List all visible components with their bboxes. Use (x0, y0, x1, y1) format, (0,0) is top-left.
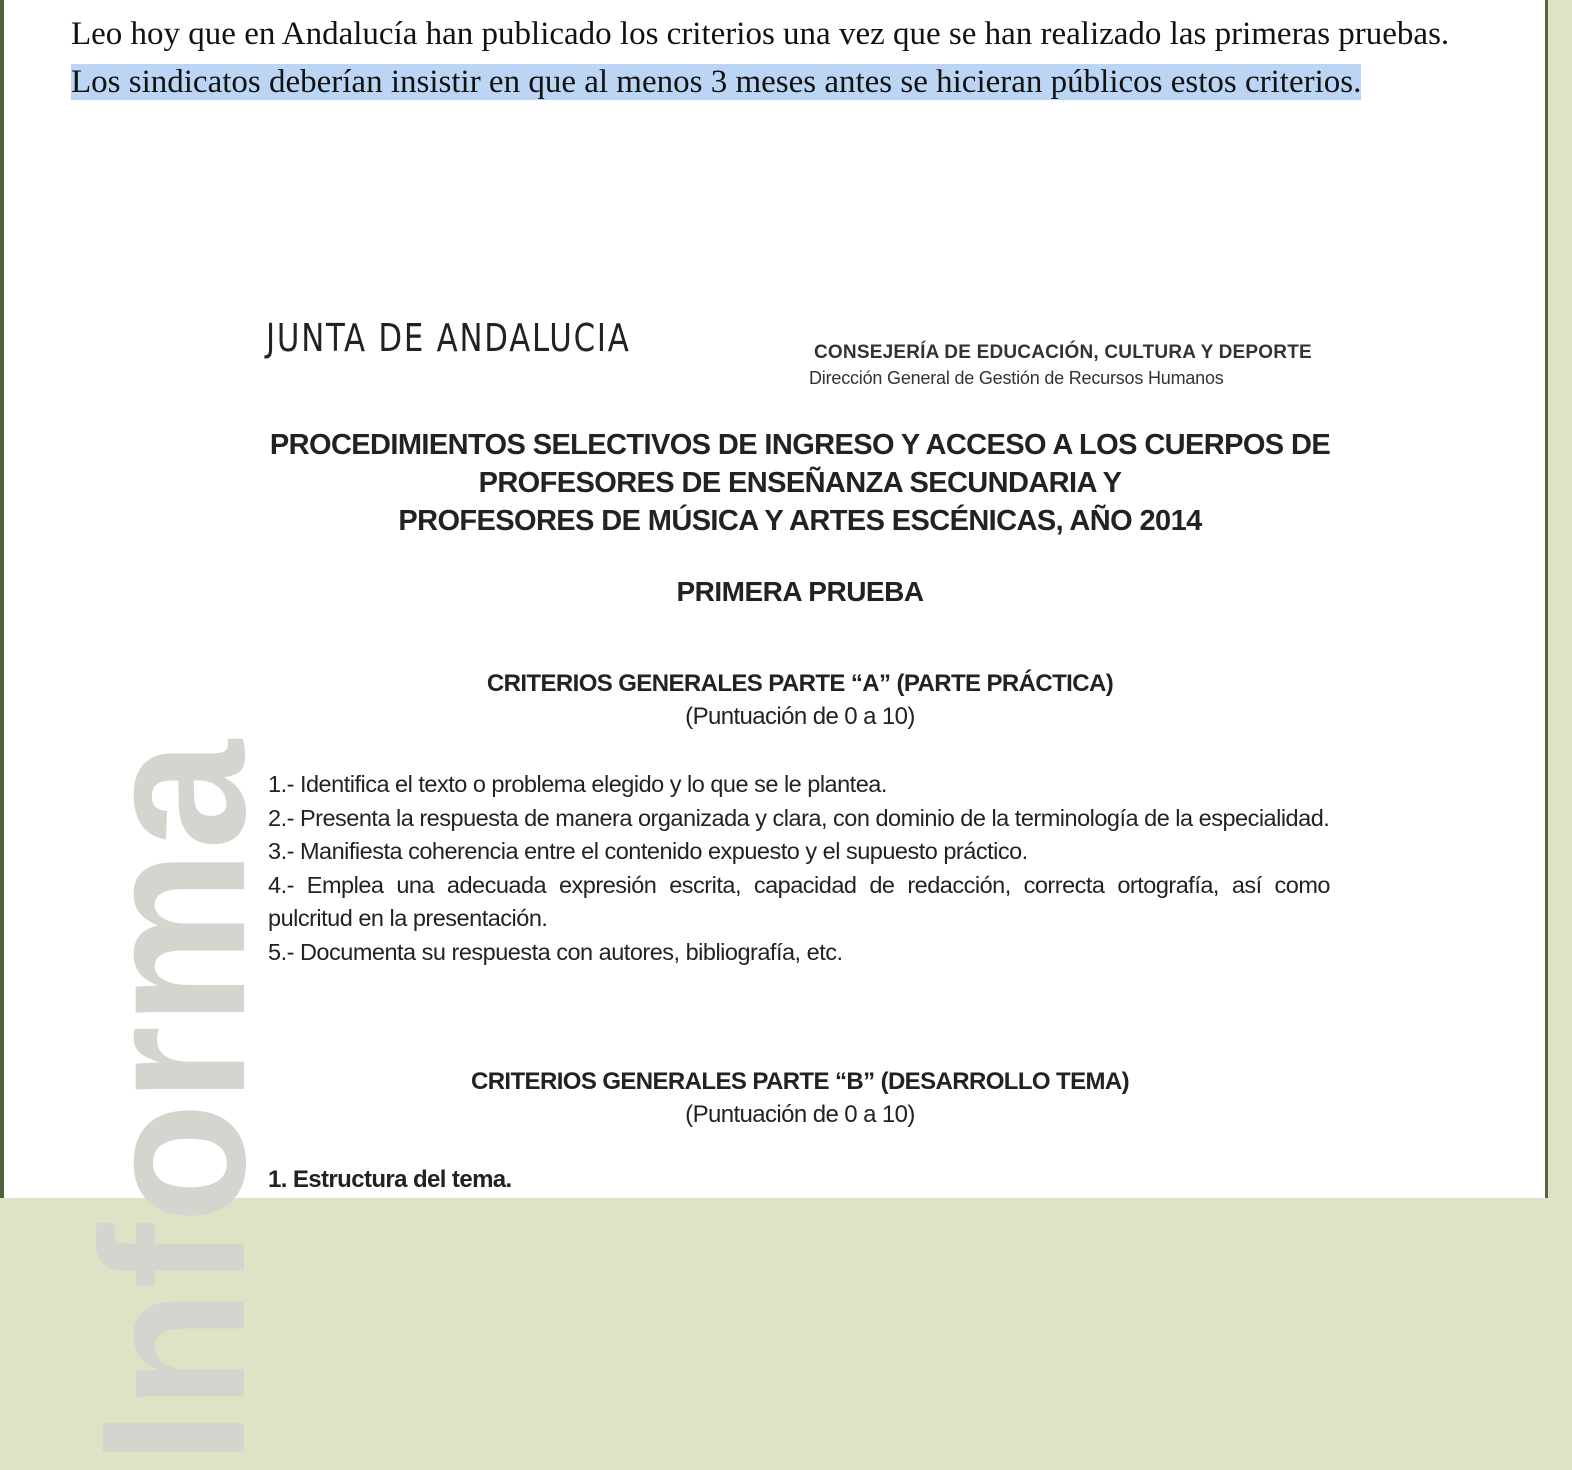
section-b-heading: CRITERIOS GENERALES PARTE “B” (DESARROLLO TEMA) (470, 1068, 1130, 1095)
department-name: CONSEJERÍA DE EDUCACIÓN, CULTURA Y DEPORTE (814, 342, 1312, 363)
title-line-1: PROCEDIMIENTOS SELECTIVOS DE INGRESO Y ACCESO A LOS CUERPOS DE (269, 429, 1331, 461)
svg-text:Informa: Informa (59, 713, 288, 1465)
document-title (266, 426, 1334, 540)
junta-de-andalucia-logo: JUNTA DE ANDALUCIA (266, 316, 631, 360)
right-frame-margin (1548, 0, 1572, 1198)
section-b-scoring: (Puntuación de 0 a 10) (685, 1101, 915, 1128)
title-line-3: PROFESORES DE MÚSICA Y ARTES ESCÉNICAS, AÑO 2014 (398, 505, 1202, 537)
informa-watermark (59, 713, 288, 1470)
blog-post-page (4, 0, 1545, 1465)
test-name-heading: PRIMERA PRUEBA (676, 576, 924, 607)
criteria-item: 3.- Manifiesta coherencia entre el contenido expuesto y el supuesto práctico. (268, 838, 1028, 864)
section-b-first-item: 1. Estructura del tema. (268, 1166, 512, 1193)
title-line-2: PROFESORES DE ENSEÑANZA SECUNDARIA Y (478, 467, 1122, 499)
section-a-heading: CRITERIOS GENERALES PARTE “A” (PARTE PRÁCTICA) (486, 670, 1114, 697)
selected-text-highlight[interactable]: Los sindicatos deberían insistir en que al menos 3 meses antes se hicieran públicos estos criterios. (71, 64, 1362, 100)
section-a-criteria-list (268, 768, 1330, 969)
directorate-name: Dirección General de Gestión de Recursos Humanos (809, 368, 1224, 388)
post-intro-text: Leo hoy que en Andalucía han publicado los criterios una vez que se han realizado las primeras pruebas. (71, 16, 1450, 52)
criteria-item: 1.- Identifica el texto o problema elegido y lo que se le plantea. (268, 771, 887, 797)
criteria-item: 5.- Documenta su respuesta con autores, bibliografía, etc. (268, 938, 843, 965)
embedded-document-image (4, 300, 1545, 1465)
criteria-item: 2.- Presenta la respuesta de manera organizada y clara, con dominio de la terminología de la especialidad. (268, 804, 1330, 831)
criteria-item: 4.- Emplea una adecuada expresión escrita, capacidad de redacción, correcta ortografía, así como pulcritud en la presentación. (268, 871, 1330, 931)
section-a-scoring: (Puntuación de 0 a 10) (685, 703, 915, 730)
post-paragraph (71, 10, 1491, 106)
